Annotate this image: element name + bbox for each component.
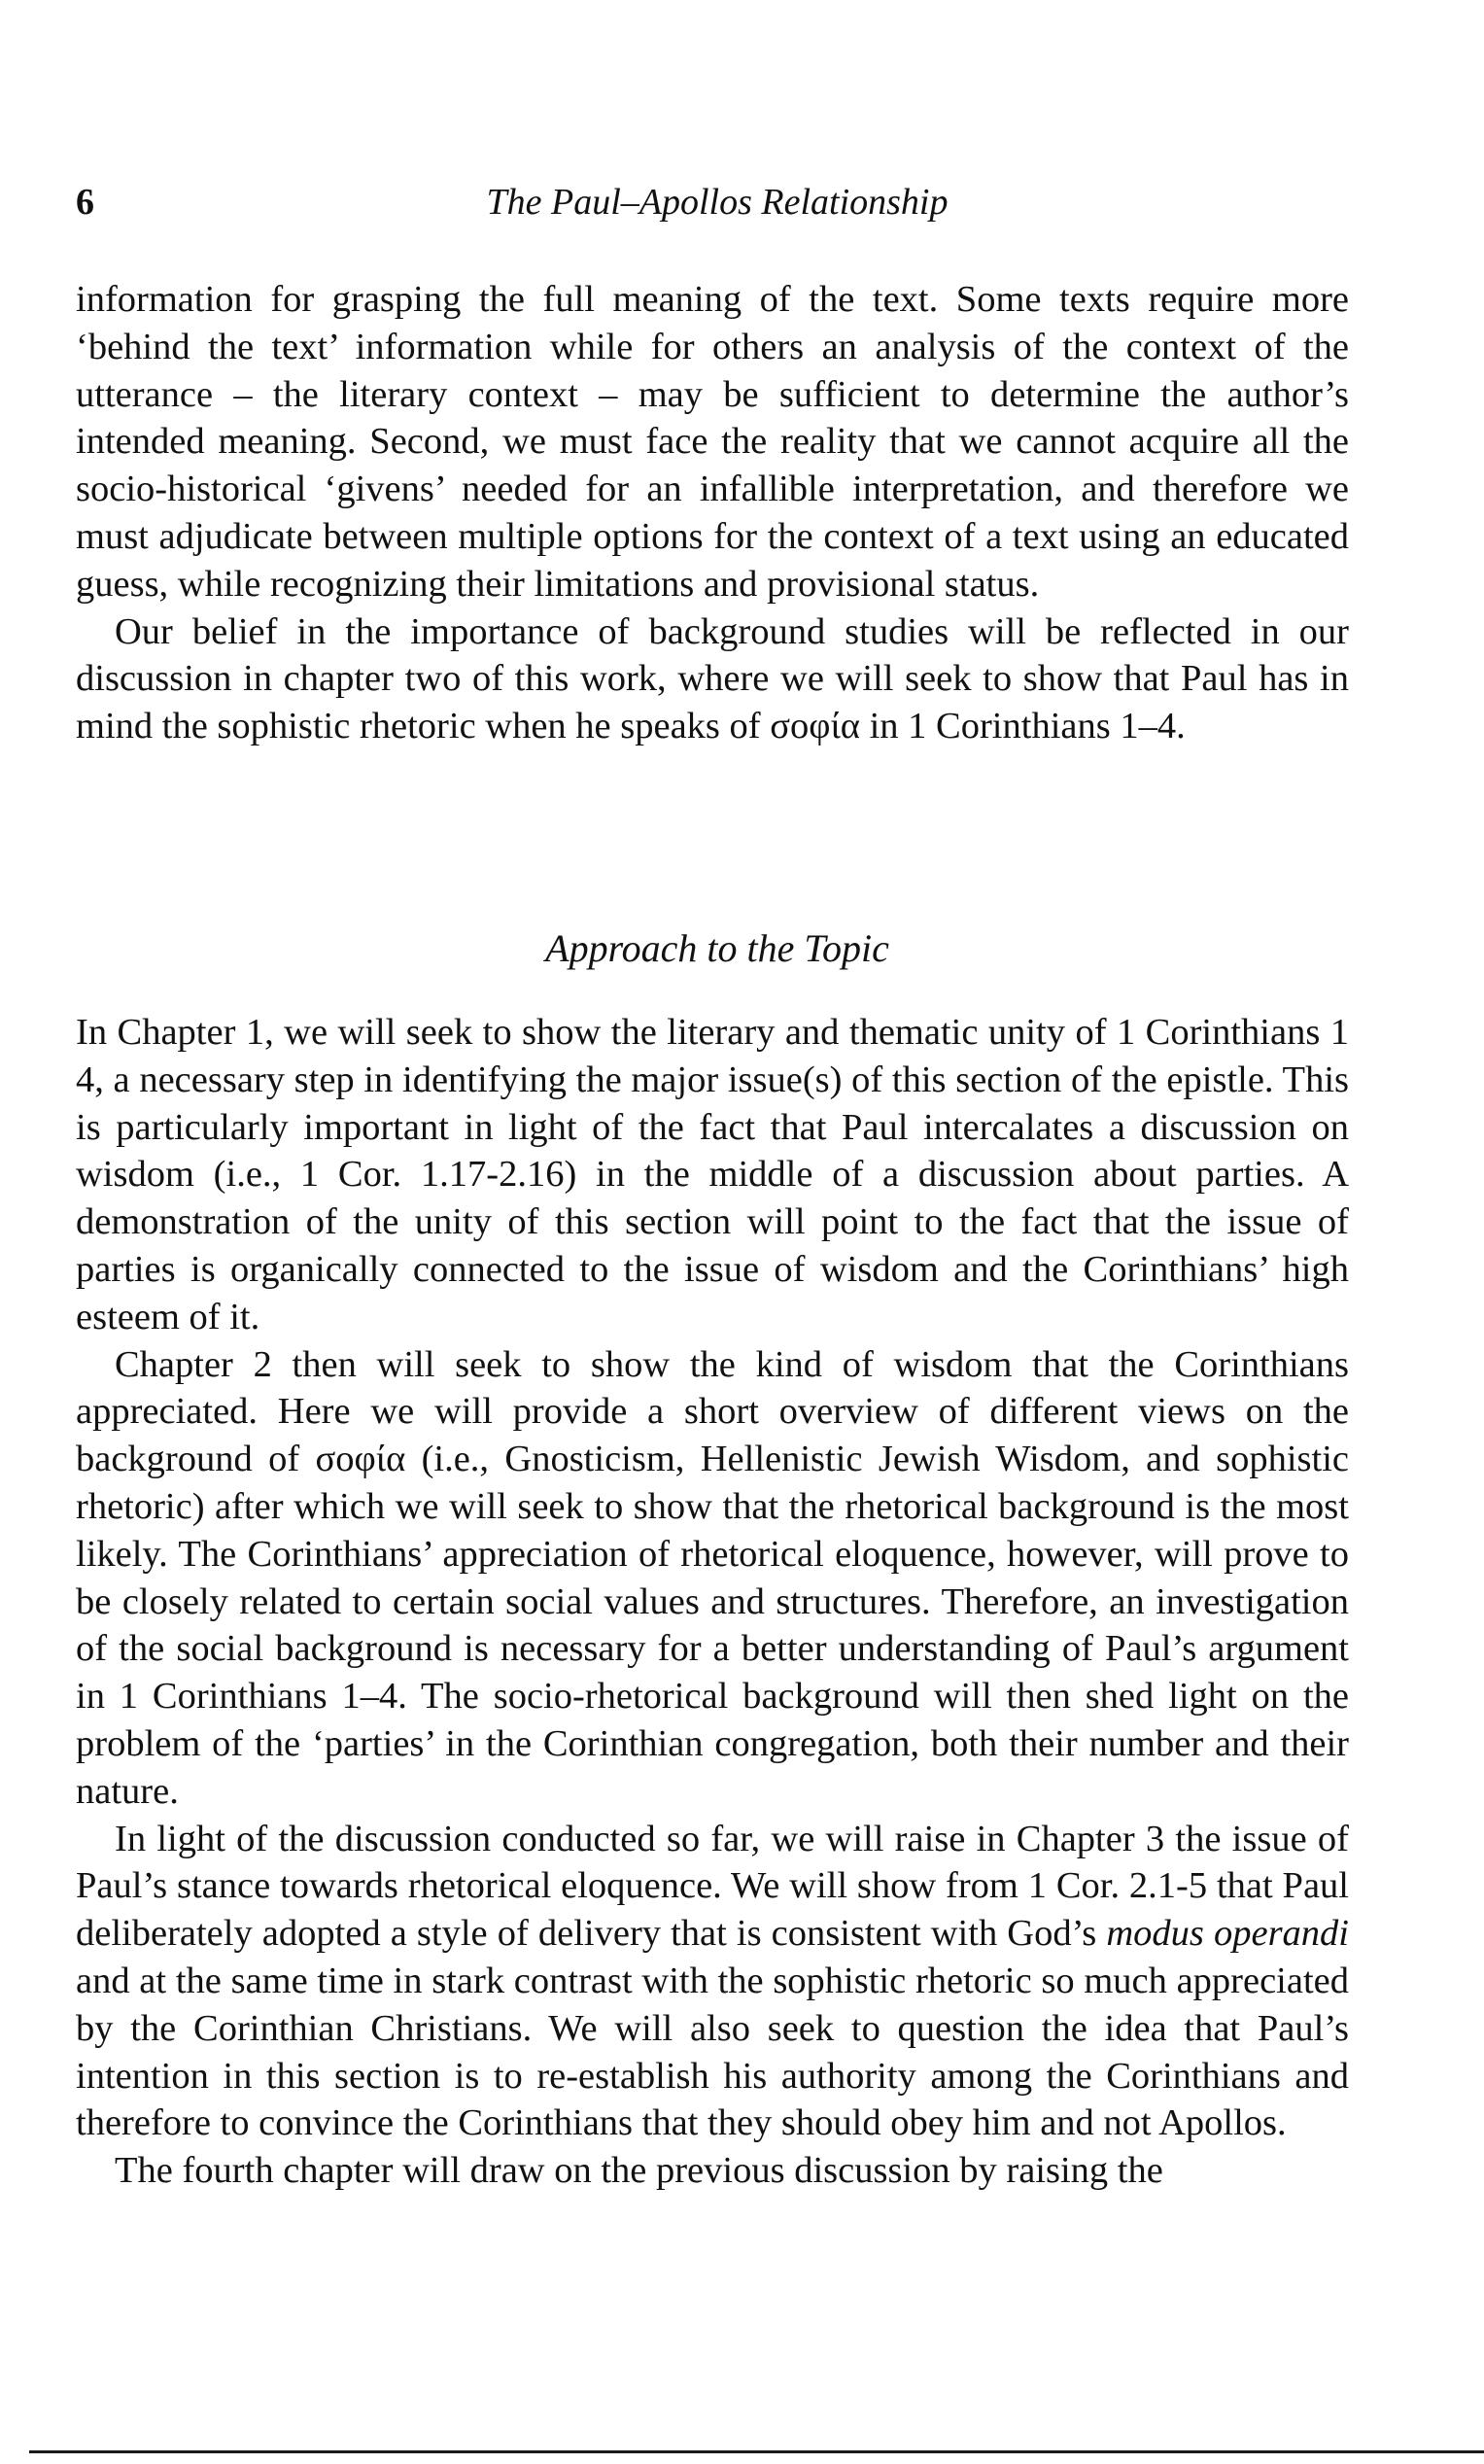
intro-paragraph-1: information for grasping the full meaning of the text. Some texts require more ‘behind the text’ information while for others an analysis of the context of the utterance – the literary context – may be sufficient to determine the author’s intended meaning. Second, we must face the reality that we cannot acquire all the socio-historical ‘givens’ needed for an infallible interpretation, and therefore we must adjudicate between multiple options for the context of a text using an educated guess, while recognizing their limitations and provisional status. <box>76 279 1349 605</box>
approach-paragraph-4: The fourth chapter will draw on the previous discussion by raising the <box>115 2150 1163 2192</box>
running-title: The Paul–Apollos Relationship <box>486 182 949 223</box>
page-number: 6 <box>76 182 94 223</box>
intro-paragraph-2: Our belief in the importance of background studies will be reflected in our discussion in chapter two of this work, where we will seek to show that Paul has in mind the sophistic rhetoric when he speaks of σοφία in 1 Corinthians 1–4. <box>76 610 1349 747</box>
bottom-scan-edge <box>29 2450 1484 2453</box>
approach-paragraph-1: In Chapter 1, we will seek to show the literary and thematic unity of 1 Corinthians 1 4, a necessary step in identifying the major issue(s) of this section of the epistle. This is particularly important in light of the fact that Paul intercalates a discussion on wisdom (i.e., 1 Cor. 1.17-2.16) in the middle of a discussion about parties. A demonstration of the unity of this section will point to the fact that the issue of parties is organically connected to the issue of wisdom and the Corinthians’ high esteem of it. <box>76 1012 1349 1337</box>
section-heading: Approach to the Topic <box>545 926 889 970</box>
approach-text <box>76 1009 1349 2195</box>
approach-paragraph-2: Chapter 2 then will seek to show the kind of wisdom that the Corinthians appreciated. Here we will provide a short overview of different views on the background of σοφία (i.e., Gnosticism, Hellenistic Jewish Wisdom, and sophistic rhetoric) after which we will seek to show that the rhetorical background is the most likely. The Corinthians’ appreciation of rhetorical eloquence, however, will prove to be closely related to certain social values and structures. Therefore, an investigation of the social background is necessary for a better understanding of Paul’s argument in 1 Corinthians 1–4. The socio-rhetorical background will then shed light on the problem of the ‘parties’ in the Corinthian congregation, both their number and their nature. <box>76 1343 1349 1812</box>
page-header <box>76 181 1359 229</box>
intro-text <box>76 276 1349 750</box>
approach-paragraph-3 <box>76 1816 1349 2148</box>
approach-paragraph-3-part-1: In light of the discussion conducted so far, we will raise in Chapter 3 the issue of Paul’s stance towards rhetorical eloquence. We will show from 1 Cor. 2.1-5 that Paul deliberately adopted a style of delivery that is consistent with God’s <box>76 1818 1349 1955</box>
approach-paragraph-3-italic: modus operandi <box>1106 1913 1349 1955</box>
approach-paragraph-3-part-2: and at the same time in stark contrast with the sophistic rhetoric so much appreciated by the Corinthian Christians. We will also seek to question the idea that Paul’s intention in this section is to re-establish his authority among the Corinthians and therefore to convince the Corinthians that they should obey him and not Apollos. <box>76 1960 1349 2144</box>
